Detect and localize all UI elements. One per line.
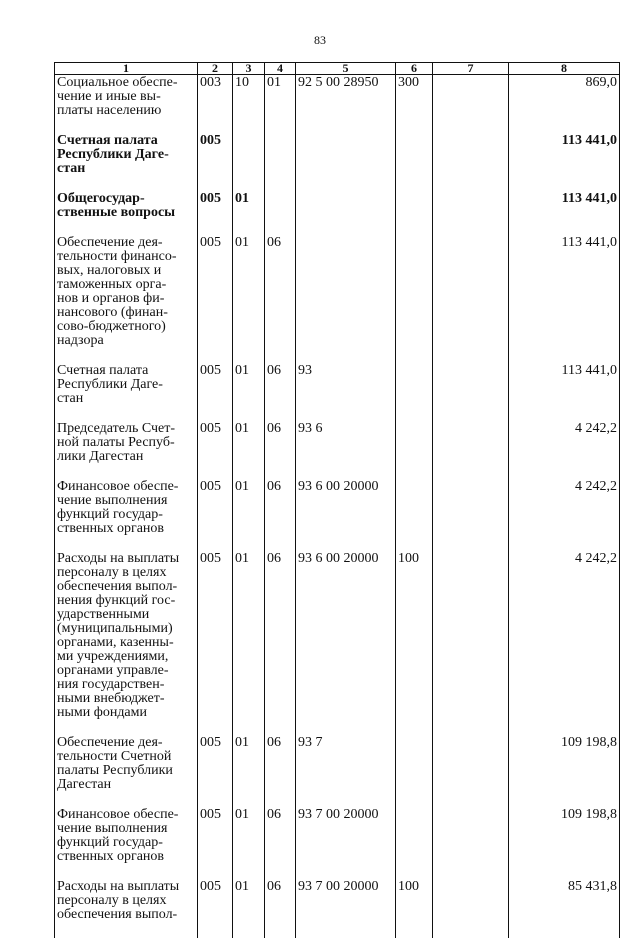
table-row	[55, 236, 620, 364]
section-code-cell: 005	[198, 808, 233, 880]
subsection-code-cell: 01	[233, 736, 265, 808]
table-row	[55, 552, 620, 736]
row-name-cell: Расходы на выплаты персоналу в целях обеспечения выпол-	[55, 880, 198, 938]
subsection2-code-cell: 06	[265, 364, 296, 422]
subsection-code-cell: 01	[233, 364, 265, 422]
expense-type-cell	[396, 364, 433, 422]
amount-cell: 4 242,2	[509, 480, 620, 552]
section-code-cell: 005	[198, 480, 233, 552]
subsection2-code-cell: 06	[265, 480, 296, 552]
subsection-code-cell: 01	[233, 422, 265, 480]
section-code-cell: 005	[198, 552, 233, 736]
amount-cell: 113 441,0	[509, 192, 620, 236]
column7-cell	[433, 192, 509, 236]
subsection2-code-cell: 06	[265, 422, 296, 480]
expense-type-cell	[396, 808, 433, 880]
amount-cell: 4 242,2	[509, 552, 620, 736]
target-article-cell	[296, 236, 396, 364]
column-header: 7	[433, 63, 509, 75]
section-code-cell: 005	[198, 880, 233, 938]
column-header: 5	[296, 63, 396, 75]
amount-cell: 109 198,8	[509, 736, 620, 808]
target-article-cell: 93 6	[296, 422, 396, 480]
subsection-code-cell: 01	[233, 480, 265, 552]
column7-cell	[433, 880, 509, 938]
column7-cell	[433, 422, 509, 480]
subsection-code-cell: 01	[233, 880, 265, 938]
table-row	[55, 808, 620, 880]
target-article-cell: 93 7 00 20000	[296, 880, 396, 938]
table-row	[55, 880, 620, 938]
table-row	[55, 134, 620, 192]
column-header: 4	[265, 63, 296, 75]
subsection-code-cell: 01	[233, 552, 265, 736]
expense-type-cell	[396, 192, 433, 236]
section-code-cell: 005	[198, 736, 233, 808]
table-row	[55, 480, 620, 552]
column-header: 8	[509, 63, 620, 75]
column-header: 6	[396, 63, 433, 75]
subsection2-code-cell: 06	[265, 736, 296, 808]
amount-cell: 4 242,2	[509, 422, 620, 480]
expense-type-cell	[396, 236, 433, 364]
subsection2-code-cell	[265, 192, 296, 236]
section-code-cell: 005	[198, 364, 233, 422]
row-name-cell: Социальное обеспе- чение и иные вы- платы населению	[55, 75, 198, 135]
column7-cell	[433, 552, 509, 736]
expense-type-cell	[396, 134, 433, 192]
section-code-cell: 005	[198, 422, 233, 480]
table-row	[55, 422, 620, 480]
row-name-cell: Обеспечение дея- тельности Счетной палаты Республики Дагестан	[55, 736, 198, 808]
expense-type-cell	[396, 736, 433, 808]
header-row	[55, 63, 620, 75]
table-row	[55, 75, 620, 135]
column-header: 3	[233, 63, 265, 75]
section-code-cell: 005	[198, 134, 233, 192]
expense-type-cell	[396, 480, 433, 552]
expense-type-cell: 300	[396, 75, 433, 135]
table-row	[55, 736, 620, 808]
section-code-cell: 003	[198, 75, 233, 135]
target-article-cell: 93 6 00 20000	[296, 552, 396, 736]
amount-cell: 113 441,0	[509, 134, 620, 192]
row-name-cell: Обеспечение дея- тельности финансо- вых, налоговых и таможенных орга- нов и органов фи- нансового (финан- сово-бюджетного) надзора	[55, 236, 198, 364]
column7-cell	[433, 364, 509, 422]
subsection-code-cell	[233, 134, 265, 192]
column7-cell	[433, 75, 509, 135]
row-name-cell: Председатель Счет- ной палаты Респуб- лики Дагестан	[55, 422, 198, 480]
row-name-cell: Счетная палата Республики Даге- стан	[55, 134, 198, 192]
row-name-cell: Расходы на выплаты персоналу в целях обеспечения выпол- нения функций гос- ударственными (муниципальными) органами, казенны- ми учреждениями, органами управле- ния государствен- ными внебюджет- ными фондами	[55, 552, 198, 736]
page-number: 83	[0, 33, 640, 48]
subsection2-code-cell: 06	[265, 880, 296, 938]
row-name-cell: Счетная палата Республики Даге- стан	[55, 364, 198, 422]
column-header: 2	[198, 63, 233, 75]
amount-cell: 113 441,0	[509, 364, 620, 422]
target-article-cell: 92 5 00 28950	[296, 75, 396, 135]
column7-cell	[433, 736, 509, 808]
subsection-code-cell: 01	[233, 192, 265, 236]
target-article-cell: 93	[296, 364, 396, 422]
table-row	[55, 192, 620, 236]
expense-type-cell: 100	[396, 552, 433, 736]
subsection2-code-cell	[265, 134, 296, 192]
row-name-cell: Финансовое обеспе- чение выполнения функций государ- ственных органов	[55, 808, 198, 880]
subsection-code-cell: 10	[233, 75, 265, 135]
expense-type-cell	[396, 422, 433, 480]
column7-cell	[433, 236, 509, 364]
column7-cell	[433, 480, 509, 552]
column-header: 1	[55, 63, 198, 75]
column7-cell	[433, 808, 509, 880]
subsection2-code-cell: 06	[265, 236, 296, 364]
subsection2-code-cell: 01	[265, 75, 296, 135]
subsection-code-cell: 01	[233, 808, 265, 880]
section-code-cell: 005	[198, 192, 233, 236]
amount-cell: 85 431,8	[509, 880, 620, 938]
subsection-code-cell: 01	[233, 236, 265, 364]
subsection2-code-cell: 06	[265, 552, 296, 736]
amount-cell: 109 198,8	[509, 808, 620, 880]
target-article-cell	[296, 134, 396, 192]
amount-cell: 869,0	[509, 75, 620, 135]
target-article-cell: 93 7 00 20000	[296, 808, 396, 880]
budget-table	[54, 62, 620, 938]
section-code-cell: 005	[198, 236, 233, 364]
table-body	[55, 75, 620, 938]
column7-cell	[433, 134, 509, 192]
target-article-cell: 93 6 00 20000	[296, 480, 396, 552]
expense-type-cell: 100	[396, 880, 433, 938]
row-name-cell: Общегосудар- ственные вопросы	[55, 192, 198, 236]
subsection2-code-cell: 06	[265, 808, 296, 880]
target-article-cell: 93 7	[296, 736, 396, 808]
target-article-cell	[296, 192, 396, 236]
row-name-cell: Финансовое обеспе- чение выполнения функций государ- ственных органов	[55, 480, 198, 552]
table-row	[55, 364, 620, 422]
amount-cell: 113 441,0	[509, 236, 620, 364]
